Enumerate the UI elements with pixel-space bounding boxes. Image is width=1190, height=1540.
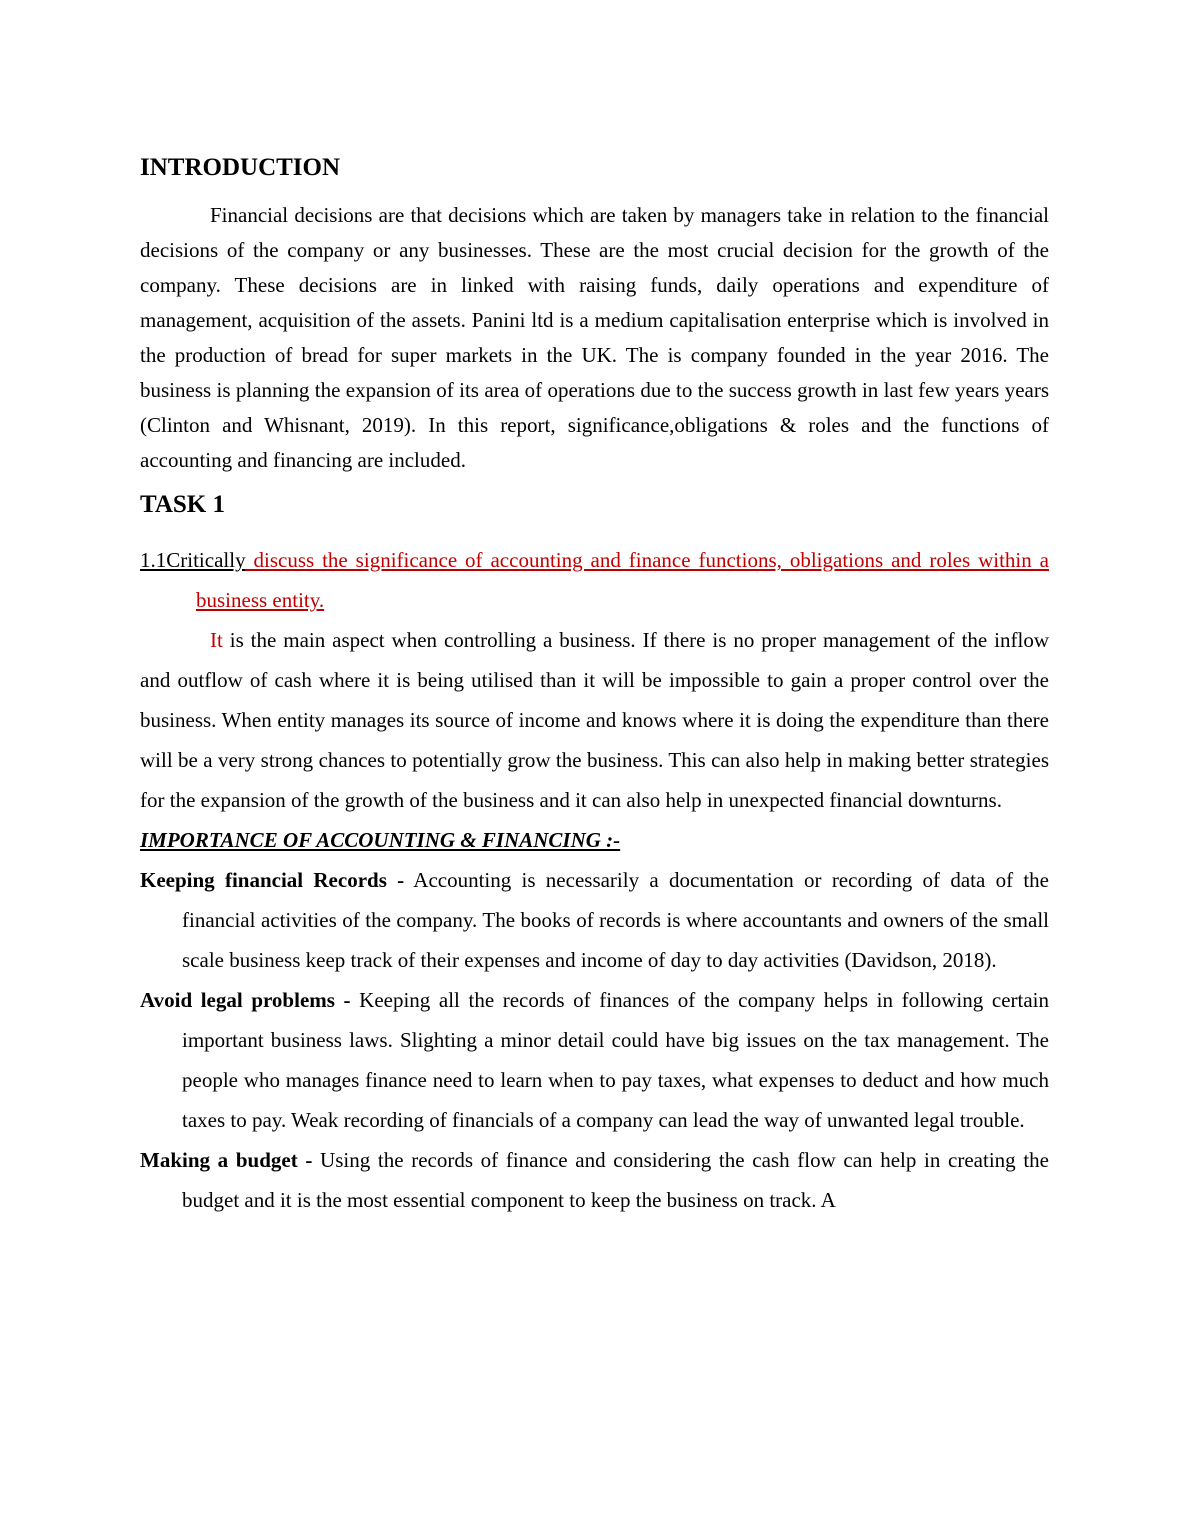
item-text: Keeping all the records of finances of the company helps in following certain important business laws. Slighting a minor detail could have big issues on the tax management. The people who manages finance need to learn when to pay taxes, what expenses to deduct and how much taxes to pay. Weak recording of financials of a company can lead the way of unwanted legal trouble. bbox=[182, 988, 1049, 1132]
intro-heading: INTRODUCTION bbox=[140, 154, 341, 181]
body-text: is the main aspect when controlling a business. If there is no proper management of the inflow and outflow of cash where it is being utilised than it will be impossible to gain a proper control over the business. When entity manages its source of income and knows where it is doing the expenditure than there will be a very strong chances to potentially grow the business. This can also help in making better strategies for the expansion of the growth of the business and it can also help in unexpected financial downturns. bbox=[140, 628, 1049, 812]
importance-item bbox=[140, 1140, 1049, 1220]
question-number: 1.1Critically bbox=[140, 548, 246, 572]
intro-paragraph: Financial decisions are that decisions which are taken by managers take in relation to the financial decisions of the company or any businesses. These are the most crucial decision for the growth of the company. These decisions are in linked with raising funds, daily operations and expenditure of management, acquisition of the assets. Panini ltd is a medium capitalisation enterprise which is involved in the production of bread for super markets in the UK. The is company founded in the year 2016. The business is planning the expansion of its area of operations due to the success growth in last few years years (Clinton and Whisnant, 2019). In this report, significance,obligations & roles and the functions of accounting and financing are included. bbox=[140, 203, 1049, 472]
body-lead-word: It bbox=[210, 628, 223, 652]
task-heading: TASK 1 bbox=[140, 491, 225, 518]
item-text: Accounting is necessarily a documentation or recording of data of the financial activities of the company. The books of records is where accountants and owners of the small scale business keep track of their expenses and income of day to day activities (Davidson, 2018). bbox=[182, 868, 1049, 972]
question-text: discuss the significance of accounting and finance functions, obligations and roles within a business entity. bbox=[196, 548, 1049, 612]
item-title: Avoid legal problems - bbox=[140, 988, 351, 1012]
task-body-paragraph bbox=[140, 620, 1049, 820]
importance-heading: IMPORTANCE OF ACCOUNTING & FINANCING :- bbox=[140, 828, 621, 852]
item-text: Using the records of finance and considering the cash flow can help in creating the budget and it is the most essential component to keep the business on track. A bbox=[182, 1148, 1049, 1212]
task-question bbox=[140, 540, 1049, 620]
document-page bbox=[140, 150, 1049, 1220]
item-title: Keeping financial Records - bbox=[140, 868, 405, 892]
importance-item bbox=[140, 860, 1049, 980]
importance-item bbox=[140, 980, 1049, 1140]
item-title: Making a budget - bbox=[140, 1148, 313, 1172]
